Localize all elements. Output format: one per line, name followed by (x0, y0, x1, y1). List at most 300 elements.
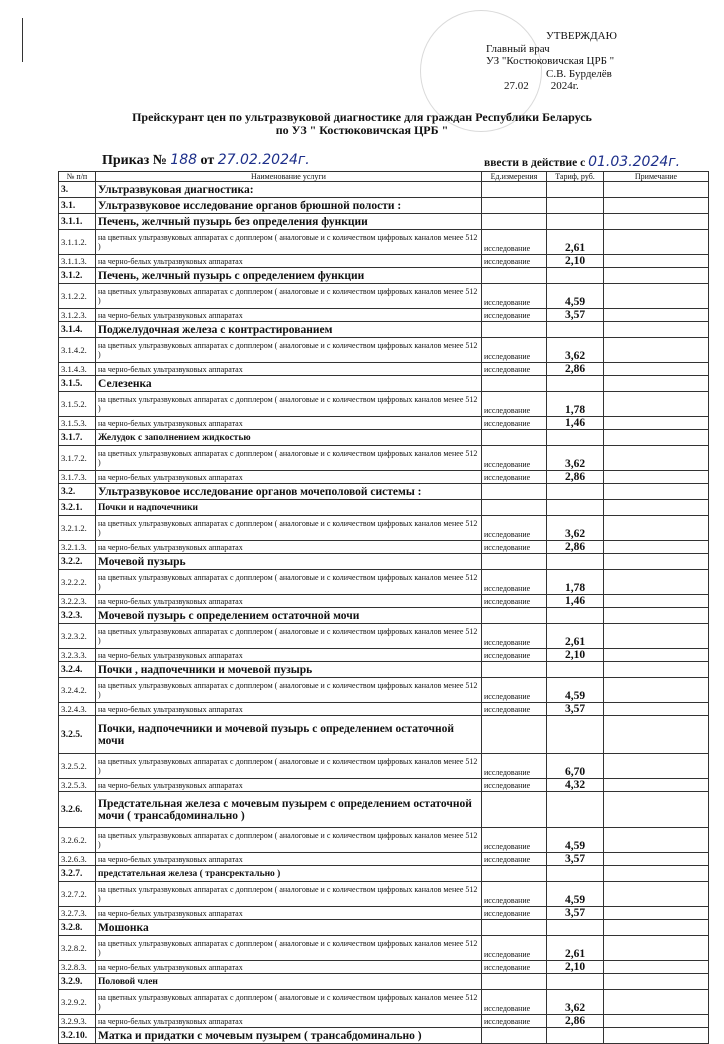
row-service-name: на цветных ультразвуковых аппаратах с допплером ( аналоговые и с количеством цифровых каналов менее 512 ) (96, 678, 482, 703)
row-number: 3.2.5.2. (59, 754, 96, 779)
row-service-name: на цветных ультразвуковых аппаратах с допплером ( аналоговые и с количеством цифровых каналов менее 512 ) (96, 828, 482, 853)
row-tariff (547, 866, 604, 882)
row-number: 3.1.5.2. (59, 392, 96, 417)
row-note (604, 541, 709, 554)
section-row (59, 716, 709, 754)
row-service-name: на цветных ультразвуковых аппаратах с допплером ( аналоговые и с количеством цифровых каналов менее 512 ) (96, 882, 482, 907)
table-row (59, 1015, 709, 1028)
row-service-name: Мочевой пузырь (96, 554, 482, 570)
table-row (59, 703, 709, 716)
section-row (59, 198, 709, 214)
row-note (604, 230, 709, 255)
row-number: 3.2.6. (59, 792, 96, 828)
table-row (59, 595, 709, 608)
row-unit: исследование (482, 309, 547, 322)
row-unit: исследование (482, 570, 547, 595)
order-date: 27.02.2024г. (217, 152, 310, 168)
row-service-name: Мошонка (96, 920, 482, 936)
row-unit: исследование (482, 703, 547, 716)
row-service-name: на черно-белых ультразвуковых аппаратах (96, 309, 482, 322)
row-note (604, 866, 709, 882)
row-number: 3.1.2.3. (59, 309, 96, 322)
row-unit: исследование (482, 678, 547, 703)
row-tariff: 2,61 (547, 230, 604, 255)
row-number: 3.2.3.2. (59, 624, 96, 649)
section-row (59, 866, 709, 882)
row-tariff (547, 716, 604, 754)
document-title (0, 111, 724, 137)
section-row (59, 792, 709, 828)
row-unit (482, 608, 547, 624)
row-number: 3.2.8.3. (59, 961, 96, 974)
row-service-name: на черно-белых ультразвуковых аппаратах (96, 595, 482, 608)
row-note (604, 198, 709, 214)
row-tariff: 2,61 (547, 624, 604, 649)
header-service: Наименование услуги (96, 172, 482, 182)
row-tariff (547, 662, 604, 678)
row-unit: исследование (482, 363, 547, 376)
row-unit: исследование (482, 882, 547, 907)
row-service-name: Половой член (96, 974, 482, 990)
row-tariff: 4,59 (547, 284, 604, 309)
table-row (59, 284, 709, 309)
row-note (604, 792, 709, 828)
row-number: 3.2.10. (59, 1028, 96, 1044)
row-unit: исследование (482, 392, 547, 417)
row-note (604, 974, 709, 990)
row-service-name: на черно-белых ультразвуковых аппаратах (96, 779, 482, 792)
row-note (604, 268, 709, 284)
row-note (604, 961, 709, 974)
row-service-name: Почки и надпочечники (96, 500, 482, 516)
table-row (59, 754, 709, 779)
row-service-name: Мочевой пузырь с определением остаточной мочи (96, 608, 482, 624)
row-service-name: на черно-белых ультразвуковых аппаратах (96, 417, 482, 430)
row-tariff: 2,86 (547, 1015, 604, 1028)
document-title-line2: по УЗ " Костюковичская ЦРБ " (275, 123, 449, 137)
row-unit: исследование (482, 936, 547, 961)
row-note (604, 608, 709, 624)
row-note (604, 936, 709, 961)
table-row (59, 541, 709, 554)
row-number: 3.2. (59, 484, 96, 500)
section-row (59, 182, 709, 198)
row-note (604, 516, 709, 541)
row-unit: исследование (482, 754, 547, 779)
row-note (604, 678, 709, 703)
row-tariff: 3,62 (547, 446, 604, 471)
row-tariff: 1,46 (547, 417, 604, 430)
header-number: № п/п (59, 172, 96, 182)
row-unit (482, 430, 547, 446)
row-service-name: на черно-белых ультразвуковых аппаратах (96, 363, 482, 376)
row-unit: исследование (482, 595, 547, 608)
section-row (59, 974, 709, 990)
row-number: 3.1.1.2. (59, 230, 96, 255)
row-number: 3.1.2.2. (59, 284, 96, 309)
row-note (604, 703, 709, 716)
row-note (604, 1015, 709, 1028)
row-number: 3.2.9. (59, 974, 96, 990)
row-service-name: Предстательная железа с мочевым пузырем с определением остаточной мочи ( трансабдоминально ) (96, 792, 482, 828)
row-tariff: 2,61 (547, 936, 604, 961)
row-service-name: на черно-белых ультразвуковых аппаратах (96, 649, 482, 662)
row-note (604, 570, 709, 595)
row-tariff: 2,10 (547, 649, 604, 662)
row-service-name: на черно-белых ультразвуковых аппаратах (96, 907, 482, 920)
row-tariff (547, 554, 604, 570)
row-service-name: на цветных ультразвуковых аппаратах с допплером ( аналоговые и с количеством цифровых каналов менее 512 ) (96, 338, 482, 363)
row-number: 3.1.4.3. (59, 363, 96, 376)
row-unit (482, 484, 547, 500)
row-service-name: Матка и придатки с мочевым пузырем ( трансабдоминально ) (96, 1028, 482, 1044)
row-note (604, 716, 709, 754)
row-service-name: предстательная железа ( трансректально ) (96, 866, 482, 882)
row-unit: исследование (482, 649, 547, 662)
row-note (604, 853, 709, 866)
row-unit: исследование (482, 516, 547, 541)
row-note (604, 322, 709, 338)
row-unit: исследование (482, 255, 547, 268)
table-row (59, 417, 709, 430)
row-note (604, 484, 709, 500)
effective-line (484, 154, 680, 170)
table-row (59, 990, 709, 1015)
table-row (59, 309, 709, 322)
effective-date: 01.03.2024г. (588, 154, 681, 170)
price-table (58, 171, 709, 1044)
row-service-name: на цветных ультразвуковых аппаратах с допплером ( аналоговые и с количеством цифровых каналов менее 512 ) (96, 392, 482, 417)
row-tariff: 2,86 (547, 471, 604, 484)
row-number: 3.1.2. (59, 268, 96, 284)
row-tariff: 4,59 (547, 828, 604, 853)
table-row (59, 779, 709, 792)
table-row (59, 936, 709, 961)
row-note (604, 779, 709, 792)
row-tariff (547, 974, 604, 990)
order-from: от (200, 153, 215, 168)
row-unit (482, 716, 547, 754)
row-number: 3.1.1.3. (59, 255, 96, 268)
header-tariff: Тариф, руб. (547, 172, 604, 182)
row-tariff: 4,59 (547, 678, 604, 703)
row-tariff (547, 792, 604, 828)
row-number: 3.2.7.3. (59, 907, 96, 920)
row-unit (482, 214, 547, 230)
margin-mark (22, 18, 23, 62)
row-service-name: Ультразвуковое исследование органов мочеполовой системы : (96, 484, 482, 500)
row-note (604, 446, 709, 471)
header-unit: Ед.измерения (482, 172, 547, 182)
section-row (59, 920, 709, 936)
row-number: 3.2.5.3. (59, 779, 96, 792)
row-tariff: 3,57 (547, 703, 604, 716)
row-service-name: Селезенка (96, 376, 482, 392)
row-service-name: Ультразвуковое исследование органов брюшной полости : (96, 198, 482, 214)
row-tariff (547, 268, 604, 284)
row-number: 3.2.5. (59, 716, 96, 754)
row-tariff: 3,57 (547, 853, 604, 866)
row-number: 3.2.9.3. (59, 1015, 96, 1028)
row-note (604, 920, 709, 936)
row-unit (482, 920, 547, 936)
row-unit: исследование (482, 541, 547, 554)
row-unit (482, 500, 547, 516)
row-number: 3.2.6.3. (59, 853, 96, 866)
approval-date-year: 2024г. (550, 80, 579, 92)
header-note: Примечание (604, 172, 709, 182)
row-note (604, 500, 709, 516)
row-unit: исследование (482, 907, 547, 920)
row-unit: исследование (482, 471, 547, 484)
approval-date (486, 80, 617, 93)
table-row (59, 907, 709, 920)
table-row (59, 446, 709, 471)
row-note (604, 882, 709, 907)
table-row (59, 570, 709, 595)
row-number: 3.1.4. (59, 322, 96, 338)
row-unit: исследование (482, 853, 547, 866)
section-row (59, 554, 709, 570)
table-row (59, 961, 709, 974)
table-row (59, 230, 709, 255)
order-line (102, 152, 310, 169)
row-note (604, 662, 709, 678)
row-service-name: на черно-белых ультразвуковых аппаратах (96, 1015, 482, 1028)
row-unit: исследование (482, 417, 547, 430)
row-number: 3.1.1. (59, 214, 96, 230)
row-service-name: на черно-белых ультразвуковых аппаратах (96, 961, 482, 974)
row-service-name: Желудок с заполнением жидкостью (96, 430, 482, 446)
row-number: 3.2.1. (59, 500, 96, 516)
row-service-name: Поджелудочная железа с контрастированием (96, 322, 482, 338)
row-number: 3.1.5.3. (59, 417, 96, 430)
row-number: 3.2.1.2. (59, 516, 96, 541)
row-service-name: на черно-белых ультразвуковых аппаратах (96, 471, 482, 484)
row-tariff (547, 484, 604, 500)
row-note (604, 1028, 709, 1044)
table-row (59, 828, 709, 853)
row-note (604, 907, 709, 920)
row-unit: исследование (482, 779, 547, 792)
row-unit (482, 376, 547, 392)
table-row (59, 516, 709, 541)
row-number: 3.2.8.2. (59, 936, 96, 961)
row-note (604, 376, 709, 392)
row-service-name: на цветных ультразвуковых аппаратах с допплером ( аналоговые и с количеством цифровых каналов менее 512 ) (96, 990, 482, 1015)
row-unit: исследование (482, 990, 547, 1015)
row-unit (482, 792, 547, 828)
row-number: 3.2.3. (59, 608, 96, 624)
row-tariff: 3,62 (547, 990, 604, 1015)
approval-position: Главный врач (486, 42, 550, 55)
section-row (59, 1028, 709, 1044)
row-unit: исследование (482, 1015, 547, 1028)
row-unit (482, 866, 547, 882)
order-prefix: Приказ № (102, 153, 167, 168)
row-note (604, 214, 709, 230)
row-service-name: на цветных ультразвуковых аппаратах с допплером ( аналоговые и с количеством цифровых каналов менее 512 ) (96, 936, 482, 961)
section-row (59, 376, 709, 392)
row-tariff: 3,62 (547, 516, 604, 541)
table-row (59, 678, 709, 703)
row-tariff: 2,86 (547, 541, 604, 554)
row-tariff: 1,78 (547, 392, 604, 417)
row-note (604, 430, 709, 446)
section-row (59, 608, 709, 624)
row-number: 3.1.7.3. (59, 471, 96, 484)
row-tariff: 2,10 (547, 255, 604, 268)
section-row (59, 662, 709, 678)
row-tariff (547, 198, 604, 214)
row-service-name: на черно-белых ультразвуковых аппаратах (96, 703, 482, 716)
row-tariff: 3,57 (547, 907, 604, 920)
row-note (604, 828, 709, 853)
row-unit (482, 182, 547, 198)
row-tariff: 3,57 (547, 309, 604, 322)
table-row (59, 624, 709, 649)
row-number: 3.2.8. (59, 920, 96, 936)
approval-block (486, 30, 617, 93)
row-tariff: 2,10 (547, 961, 604, 974)
approval-signatory: С.В. Бурделёв (546, 67, 612, 80)
row-tariff (547, 608, 604, 624)
row-note (604, 309, 709, 322)
row-tariff (547, 376, 604, 392)
row-number: 3.2.2.3. (59, 595, 96, 608)
row-tariff: 1,78 (547, 570, 604, 595)
row-service-name: на цветных ультразвуковых аппаратах с допплером ( аналоговые и с количеством цифровых каналов менее 512 ) (96, 516, 482, 541)
row-note (604, 471, 709, 484)
row-tariff (547, 430, 604, 446)
row-unit (482, 974, 547, 990)
section-row (59, 484, 709, 500)
effective-label: ввести в действие с (484, 157, 586, 169)
approval-date-day: 27.02 (504, 80, 529, 92)
row-service-name: на цветных ультразвуковых аппаратах с допплером ( аналоговые и с количеством цифровых каналов менее 512 ) (96, 284, 482, 309)
row-service-name: на цветных ультразвуковых аппаратах с допплером ( аналоговые и с количеством цифровых каналов менее 512 ) (96, 624, 482, 649)
row-number: 3.2.2.2. (59, 570, 96, 595)
section-row (59, 214, 709, 230)
row-number: 3.2.4.3. (59, 703, 96, 716)
row-service-name: на черно-белых ультразвуковых аппаратах (96, 853, 482, 866)
row-number: 3.2.3.3. (59, 649, 96, 662)
row-service-name: Почки, надпочечники и мочевой пузырь с определением остаточной мочи (96, 716, 482, 754)
row-note (604, 255, 709, 268)
row-number: 3.1.7.2. (59, 446, 96, 471)
row-note (604, 649, 709, 662)
row-tariff (547, 322, 604, 338)
row-tariff (547, 182, 604, 198)
row-number: 3.2.6.2. (59, 828, 96, 853)
row-number: 3.2.1.3. (59, 541, 96, 554)
row-unit (482, 1028, 547, 1044)
row-unit (482, 554, 547, 570)
table-row (59, 392, 709, 417)
table-row (59, 471, 709, 484)
document-title-line1: Прейскурант цен по ультразвуковой диагностике для граждан Республики Беларусь (132, 110, 592, 124)
section-row (59, 268, 709, 284)
row-note (604, 624, 709, 649)
row-tariff: 3,62 (547, 338, 604, 363)
table-row (59, 882, 709, 907)
table-row (59, 649, 709, 662)
row-service-name: на цветных ультразвуковых аппаратах с допплером ( аналоговые и с количеством цифровых каналов менее 512 ) (96, 230, 482, 255)
row-service-name: на цветных ультразвуковых аппаратах с допплером ( аналоговые и с количеством цифровых каналов менее 512 ) (96, 446, 482, 471)
row-note (604, 284, 709, 309)
row-note (604, 595, 709, 608)
row-number: 3.2.7. (59, 866, 96, 882)
row-unit (482, 662, 547, 678)
row-unit: исследование (482, 230, 547, 255)
row-unit: исследование (482, 446, 547, 471)
row-unit: исследование (482, 624, 547, 649)
row-note (604, 554, 709, 570)
row-number: 3.2.2. (59, 554, 96, 570)
row-service-name: Ультразвуковая диагностика: (96, 182, 482, 198)
row-service-name: на цветных ультразвуковых аппаратах с допплером ( аналоговые и с количеством цифровых каналов менее 512 ) (96, 754, 482, 779)
row-tariff: 6,70 (547, 754, 604, 779)
table-row (59, 255, 709, 268)
row-number: 3.2.4. (59, 662, 96, 678)
row-number: 3.1.7. (59, 430, 96, 446)
row-note (604, 754, 709, 779)
row-unit (482, 322, 547, 338)
approval-heading: УТВЕРЖДАЮ (546, 30, 617, 42)
row-number: 3.1.5. (59, 376, 96, 392)
row-number: 3.2.4.2. (59, 678, 96, 703)
table-row (59, 853, 709, 866)
row-tariff: 2,86 (547, 363, 604, 376)
row-tariff: 4,32 (547, 779, 604, 792)
row-service-name: Печень, желчный пузырь с определением функции (96, 268, 482, 284)
row-tariff (547, 214, 604, 230)
section-row (59, 430, 709, 446)
row-number: 3.1.4.2. (59, 338, 96, 363)
row-tariff (547, 920, 604, 936)
row-tariff (547, 500, 604, 516)
row-unit: исследование (482, 284, 547, 309)
row-unit: исследование (482, 961, 547, 974)
table-row (59, 338, 709, 363)
row-number: 3.2.7.2. (59, 882, 96, 907)
section-row (59, 500, 709, 516)
row-note (604, 417, 709, 430)
row-service-name: на черно-белых ультразвуковых аппаратах (96, 255, 482, 268)
row-number: 3. (59, 182, 96, 198)
row-service-name: на цветных ультразвуковых аппаратах с допплером ( аналоговые и с количеством цифровых каналов менее 512 ) (96, 570, 482, 595)
row-tariff (547, 1028, 604, 1044)
row-service-name: Печень, желчный пузырь без определения функции (96, 214, 482, 230)
order-number: 188 (170, 152, 198, 168)
row-unit (482, 198, 547, 214)
row-note (604, 338, 709, 363)
section-row (59, 322, 709, 338)
table-header-row (59, 172, 709, 182)
row-tariff: 4,59 (547, 882, 604, 907)
approval-org: УЗ "Костюковичская ЦРБ " (486, 55, 615, 67)
row-tariff: 1,46 (547, 595, 604, 608)
row-service-name: на черно-белых ультразвуковых аппаратах (96, 541, 482, 554)
row-unit: исследование (482, 338, 547, 363)
row-note (604, 182, 709, 198)
row-note (604, 990, 709, 1015)
row-service-name: Почки , надпочечники и мочевой пузырь (96, 662, 482, 678)
row-number: 3.2.9.2. (59, 990, 96, 1015)
row-note (604, 363, 709, 376)
row-number: 3.1. (59, 198, 96, 214)
table-row (59, 363, 709, 376)
